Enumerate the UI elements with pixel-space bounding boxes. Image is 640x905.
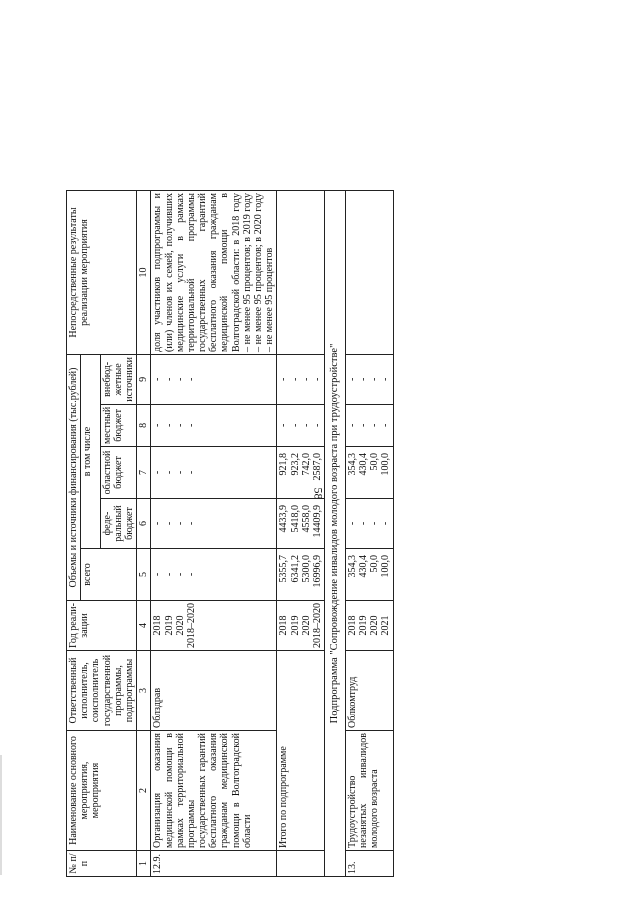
fed-cell: - - - - xyxy=(151,499,277,549)
row-number: 13. xyxy=(345,851,393,877)
measure-name: Организация оказания медицинской помощи в рамках территориальной программы государственных гарантий бесплатного оказания гражданам медицинской помощи в Волгоградской области xyxy=(151,731,277,851)
row-number: 12.9. xyxy=(151,851,277,877)
executor-cell: Облкомтруд xyxy=(345,651,393,731)
col-num: 5 xyxy=(137,549,151,601)
header-name: Наименование основного мероприятия, мероприятия xyxy=(67,731,137,851)
header-incl: в том числе xyxy=(81,355,100,549)
table-row xyxy=(151,191,277,877)
table-row xyxy=(345,191,393,877)
header-total: всего xyxy=(81,549,137,601)
col-num: 10 xyxy=(137,191,151,355)
fed-cell: 4433,9 5418,0 4558,0 14409,9 xyxy=(277,499,325,549)
local-cell: - - - - xyxy=(277,404,325,446)
col-num: 4 xyxy=(137,601,151,651)
year-cell: 2018 2019 2020 2018–2020 xyxy=(151,601,277,651)
executor-cell: Облздрав xyxy=(151,651,277,731)
result-cell: доля участников подпрограммы и (или) членов их семей, получивших медицинские услуги в рамках территориальной программы государственных гарантий бесплатного оказания гражданам медицинской помощи в Волгоградской области: в 2018 году – не менее 95 процентов; в 2019 году – не менее 95 процентов; в 2020 году – не менее 95 процентов xyxy=(151,191,277,355)
extra-cell: - - - - xyxy=(345,355,393,405)
page-number: 58 xyxy=(311,487,326,500)
total-row xyxy=(277,191,325,877)
total-cell: - - - - xyxy=(151,549,277,601)
col-num: 9 xyxy=(137,355,151,405)
col-num: 8 xyxy=(137,404,151,446)
header-executor: Ответственный исполнитель, соисполнитель государственной программы, подпрограммы xyxy=(67,651,137,731)
header-no: № п/п xyxy=(67,851,137,877)
fed-cell: - - - - xyxy=(345,499,393,549)
year-cell: 2018 2019 2020 2018–2020 xyxy=(277,601,325,651)
extra-cell: - - - - xyxy=(277,355,325,405)
col-num: 1 xyxy=(137,851,151,877)
header-funding: Объемы и источники финансирования (тыс.рублей) xyxy=(67,355,81,601)
col-num: 7 xyxy=(137,447,151,499)
header-extra: внебюд-жетные источники xyxy=(100,355,137,405)
col-num: 2 xyxy=(137,731,151,851)
measure-name: Трудоустройство незанятых инвалидов молодого возраста xyxy=(345,731,393,851)
total-cell: 354,3 430,4 50,0 100,0 xyxy=(345,549,393,601)
funding-table xyxy=(66,190,394,877)
subprogram-title: Подпрограмма "Сопровождение инвалидов молодого возраста при трудоустройстве" xyxy=(325,191,346,877)
year-cell: 2018 2019 2020 2021 xyxy=(345,601,393,651)
total-cell: 5355,7 6341,2 5300,0 16996,9 xyxy=(277,549,325,601)
header-fed: феде-ральный бюджет xyxy=(100,499,137,549)
header-local: местный бюджет xyxy=(100,404,137,446)
local-cell: - - - - xyxy=(345,404,393,446)
local-cell: - - - - xyxy=(151,404,277,446)
header-reg: областной бюджет xyxy=(100,447,137,499)
col-num: 3 xyxy=(137,651,151,731)
col-num: 6 xyxy=(137,499,151,549)
column-number-row xyxy=(137,191,151,877)
reg-cell: 354,3 430,4 50,0 100,0 xyxy=(345,447,393,499)
reg-cell: 921,8 923,2 742,0 2587,0 xyxy=(277,447,325,499)
header-year: Год реали-зации xyxy=(67,601,137,651)
header-result: Непосредственные результаты реализации мероприятия xyxy=(67,191,137,355)
extra-cell: - - - - xyxy=(151,355,277,405)
reg-cell: - - - - xyxy=(151,447,277,499)
total-label: Итого по подпрограмме xyxy=(277,651,325,851)
